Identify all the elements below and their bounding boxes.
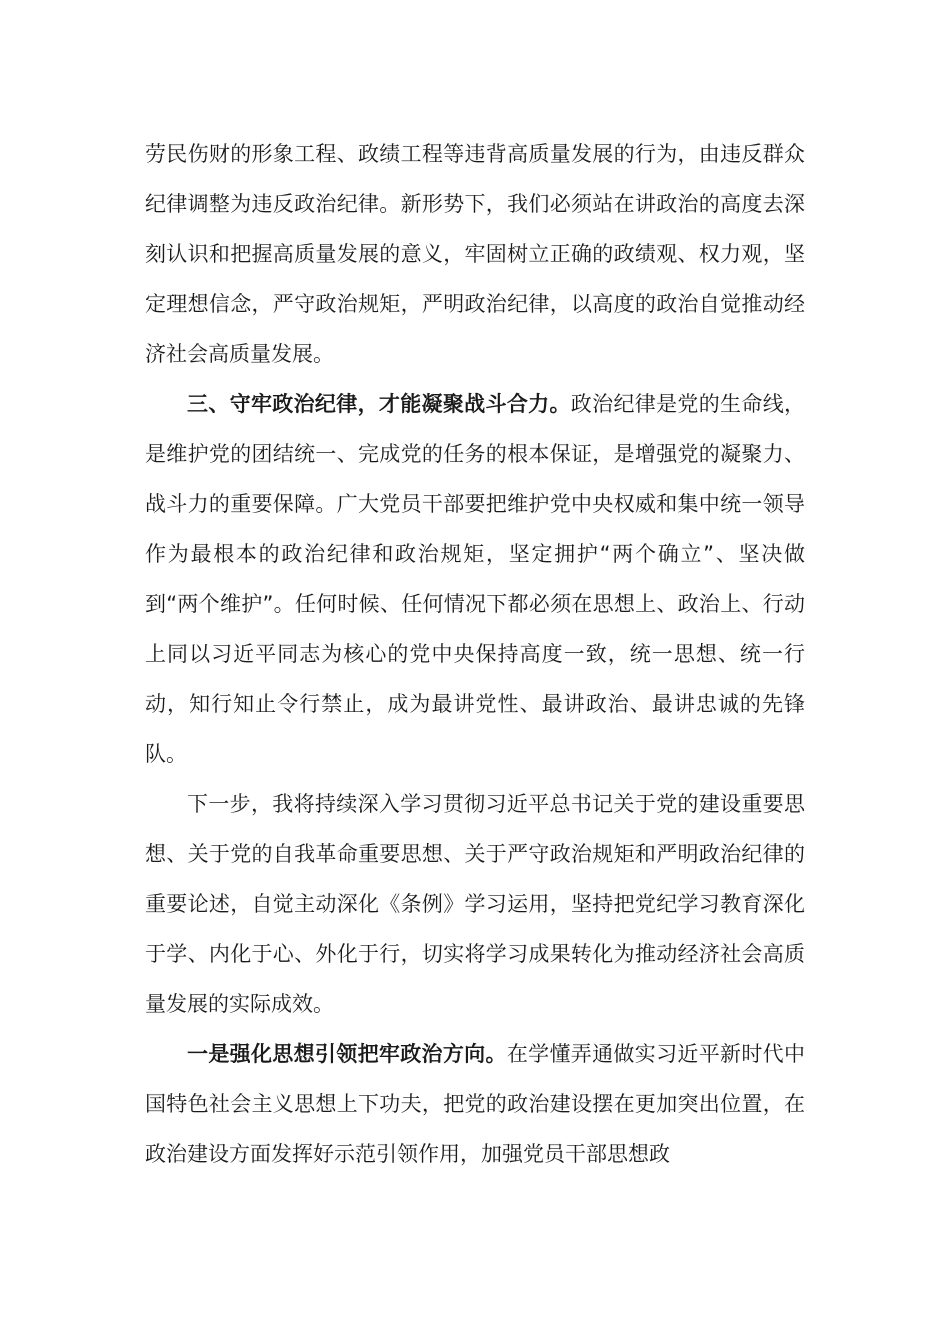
document-body: [145, 129, 805, 1179]
paragraph-next-steps: [145, 779, 805, 1029]
section-heading: 三、守牢政治纪律，才能凝聚战斗合力。: [187, 392, 571, 416]
paragraph-text: 在学懂弄通做实习近平新时代中国特色社会主义思想上下功夫，把党的政治建设摆在更加突出位置，在政治建设方面发挥好示范引领作用，加强党员干部思想政: [145, 1042, 806, 1166]
paragraph-section-three: [145, 379, 805, 779]
paragraph-point-one: [145, 1029, 805, 1179]
paragraph-text: 下一步，我将持续深入学习贯彻习近平总书记关于党的建设重要思想、关于党的自我革命重要思想、关于严守政治规矩和严明政治纪律的重要论述，自觉主动深化《条例》学习运用，坚持把党纪学习教育深化于学、内化于心、外化于行，切实将学习成果转化为推动经济社会高质量发展的实际成效。: [145, 792, 805, 1016]
paragraph-text: 劳民伤财的形象工程、政绩工程等违背高质量发展的行为，由违反群众纪律调整为违反政治纪律。新形势下，我们必须站在讲政治的高度去深刻认识和把握高质量发展的意义，牢固树立正确的政绩观、权力观，坚定理想信念，严守政治规矩，严明政治纪律，以高度的政治自觉推动经济社会高质量发展。: [145, 142, 805, 366]
paragraph-text: 政治纪律是党的生命线，是维护党的团结统一、完成党的任务的根本保证，是增强党的凝聚力、战斗力的重要保障。广大党员干部要把维护党中央权威和集中统一领导作为最根本的政治纪律和政治规矩，坚定拥护“两个确立”、坚决做到“两个维护”。任何时候、任何情况下都必须在思想上、政治上、行动上同以习近平同志为核心的党中央保持高度一致，统一思想、统一行动，知行知止令行禁止，成为最讲党性、最讲政治、最讲忠诚的先锋队。: [145, 392, 806, 766]
point-heading: 一是强化思想引领把牢政治方向。: [187, 1042, 507, 1066]
paragraph-continuation: [145, 129, 805, 379]
